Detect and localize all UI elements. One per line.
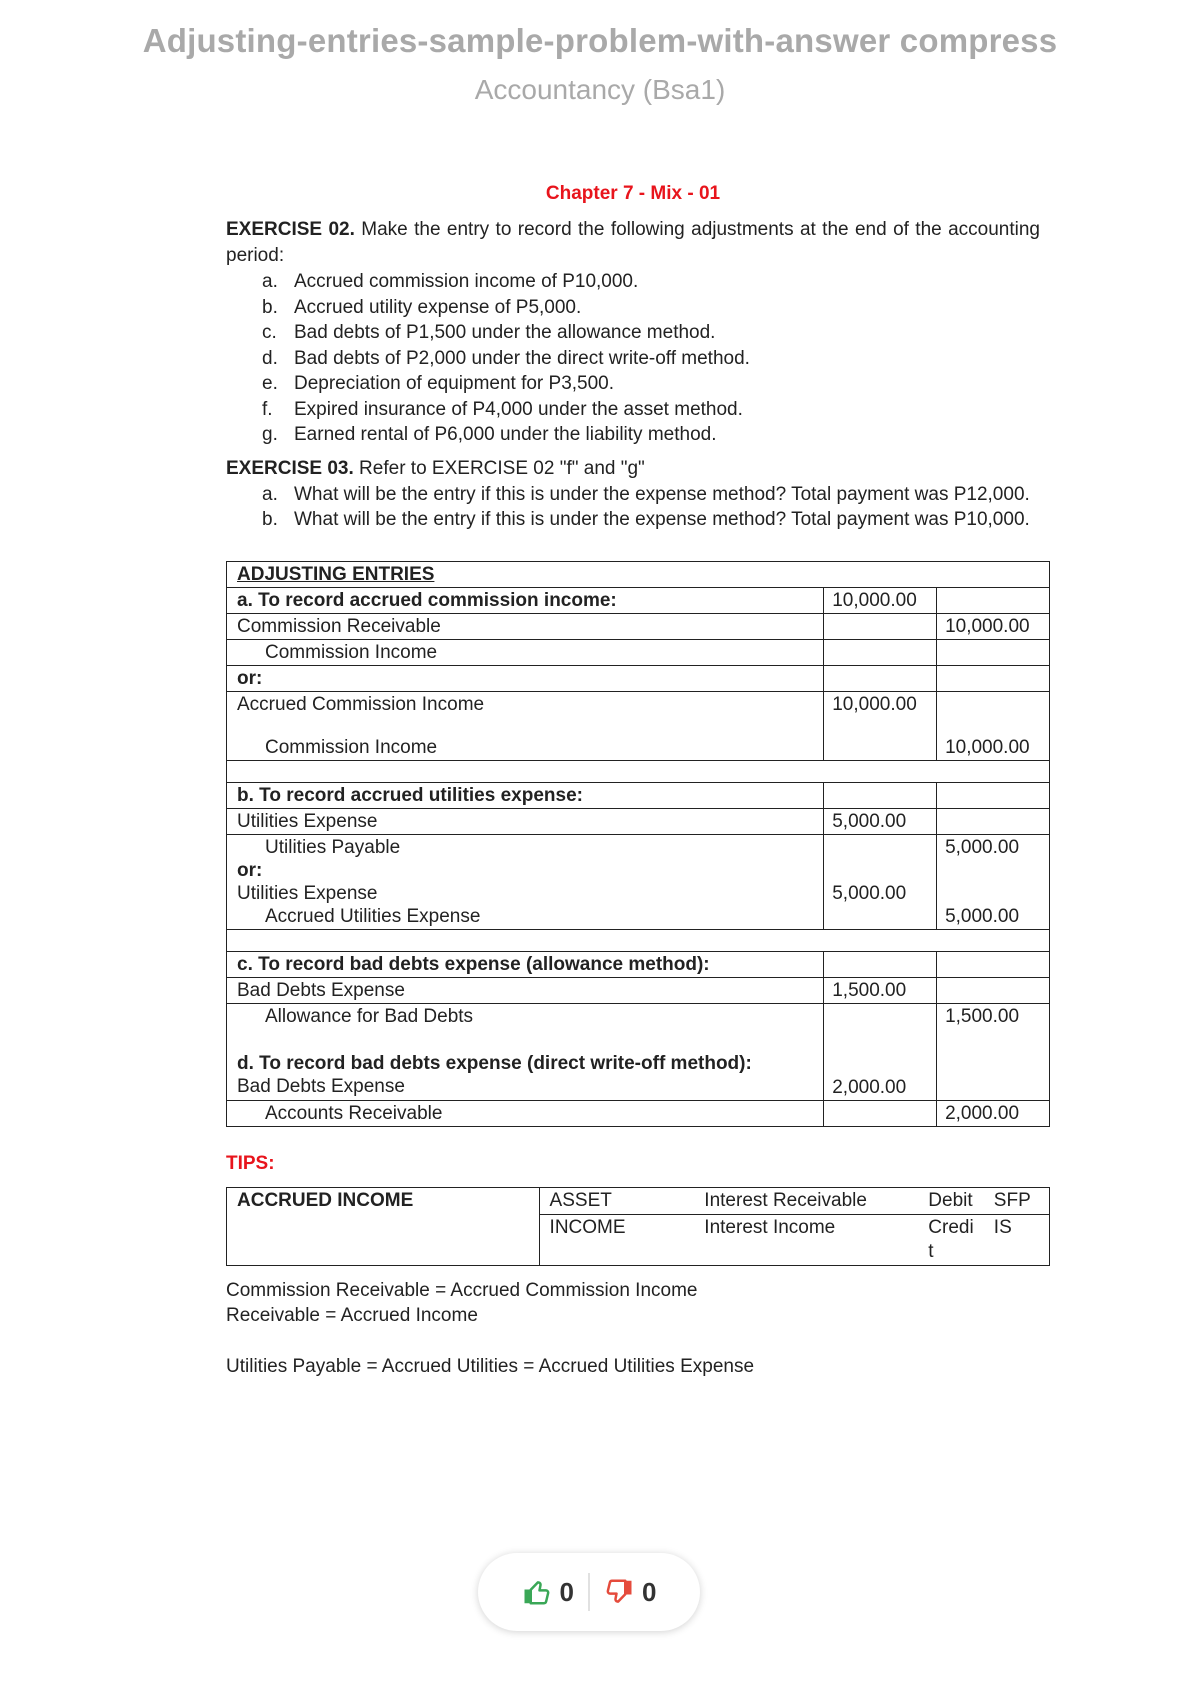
account-cell: Commission Receivable <box>227 613 824 639</box>
tips-cell: INCOME <box>539 1214 694 1265</box>
debit-amount: 5,000.00 <box>832 882 907 904</box>
tips-cell: Interest Income <box>694 1214 918 1265</box>
account-name: Commission Income <box>265 641 438 663</box>
account-name: Bad Debts Expense <box>237 1075 405 1097</box>
account-name: Allowance for Bad Debts <box>265 1005 474 1027</box>
tips-cell: SFP <box>984 1187 1050 1214</box>
entry-d-title: d. To record bad debts expense (direct write-off method): <box>237 1052 752 1074</box>
account-cell <box>227 639 824 665</box>
tip-equation: Commission Receivable = Accrued Commission Income <box>226 1279 698 1301</box>
list-item-text: Earned rental of P6,000 under the liability method. <box>294 424 717 445</box>
account-name: Commission Income <box>265 736 438 758</box>
empty-cell <box>824 639 937 665</box>
spacer-row <box>227 929 1050 951</box>
list-marker: c. <box>262 322 277 343</box>
account-cell <box>227 1100 824 1126</box>
list-marker: a. <box>262 483 278 505</box>
exercise-02-text: Make the entry to record the following adjustments at the end of the accounting period: <box>226 219 1040 266</box>
exercise-02-label: EXERCISE 02. <box>226 219 355 240</box>
exercise-02-list <box>226 269 1040 448</box>
credit-amount: 5,000.00 <box>945 905 1020 927</box>
account-cell: Bad Debts Expense <box>227 977 824 1003</box>
table-row <box>227 977 1050 1003</box>
table-row <box>227 808 1050 834</box>
list-marker: a. <box>262 271 278 292</box>
empty-cell <box>824 613 937 639</box>
empty-cell <box>937 782 1050 808</box>
table-row <box>227 561 1050 587</box>
list-item-text: Accrued commission income of P10,000. <box>294 271 639 292</box>
table-row <box>227 613 1050 639</box>
exercise-03-text: Refer to EXERCISE 02 "f" and "g" <box>353 457 645 479</box>
exercise-03-list <box>226 482 1040 533</box>
list-marker: g. <box>262 424 278 445</box>
table-row <box>227 587 1050 613</box>
empty-cell <box>824 782 937 808</box>
tips-cell: ASSET <box>539 1187 694 1214</box>
table-row <box>227 1003 1050 1100</box>
list-item <box>226 320 1040 346</box>
document-page <box>226 183 1040 1379</box>
debit-amount: 2,000.00 <box>832 1076 907 1098</box>
empty-cell <box>824 1100 937 1126</box>
exercise-02-intro <box>226 217 1040 269</box>
debit-cell <box>824 834 937 929</box>
credit-amount: 1,500.00 <box>945 1005 1020 1027</box>
table-row <box>227 1187 1050 1214</box>
list-item-text: Accrued utility expense of P5,000. <box>294 296 582 318</box>
chapter-heading: Chapter 7 - Mix - 01 <box>545 183 721 204</box>
credit-amount: 5,000.00 <box>945 836 1020 858</box>
tips-table <box>226 1187 1050 1266</box>
debit-cell: 5,000.00 <box>824 808 937 834</box>
list-item-text: Bad debts of P2,000 under the direct write-off method. <box>294 347 750 369</box>
entry-b-title: b. To record accrued utilities expense: <box>227 782 824 808</box>
entry-a-title: a. To record accrued commission income: <box>227 587 824 613</box>
table-row <box>227 834 1050 929</box>
tips-cell: Debit <box>918 1187 984 1214</box>
account-name: Accrued Utilities Expense <box>265 905 481 927</box>
empty-cell <box>937 951 1050 977</box>
account-cell: Utilities Expense <box>227 808 824 834</box>
empty-cell <box>937 665 1050 691</box>
credit-cell: 10,000.00 <box>937 613 1050 639</box>
list-item-text: Depreciation of equipment for P3,500. <box>294 373 615 394</box>
account-cell <box>227 691 824 760</box>
debit-cell: 10,000.00 <box>824 691 937 760</box>
tips-cell: Interest Receivable <box>694 1187 918 1214</box>
list-item <box>226 269 1040 295</box>
list-marker: e. <box>262 373 278 394</box>
list-item <box>226 346 1040 372</box>
accrued-income-cell <box>227 1187 540 1265</box>
empty-cell <box>824 951 937 977</box>
account-name: Accrued Commission Income <box>237 693 485 715</box>
table-row <box>227 951 1050 977</box>
list-item-text: Expired insurance of P4,000 under the asset method. <box>294 398 743 420</box>
debit-cell: 1,500.00 <box>824 977 937 1003</box>
spacer-row <box>227 760 1050 782</box>
table-row <box>227 782 1050 808</box>
course-name[interactable]: Accountancy (Bsa1) <box>474 74 726 105</box>
credit-cell <box>937 834 1050 929</box>
tips-cell: Credit <box>918 1214 984 1265</box>
tip-equation: Utilities Payable = Accrued Utilities = Accrued Utilities Expense <box>226 1355 755 1377</box>
empty-cell <box>937 587 1050 613</box>
or-label: or: <box>237 859 263 881</box>
empty-cell <box>937 808 1050 834</box>
document-title: Adjusting-entries-sample-problem-with-answer compress <box>142 22 1058 59</box>
table-row <box>227 691 1050 760</box>
credit-cell: 2,000.00 <box>937 1100 1050 1126</box>
table-row <box>227 929 1050 951</box>
empty-cell <box>824 665 937 691</box>
entry-c-title: c. To record bad debts expense (allowance method): <box>227 951 824 977</box>
tips-heading: TIPS: <box>226 1152 275 1174</box>
table-heading-text: ADJUSTING ENTRIES <box>237 563 435 585</box>
rating-widget <box>478 1553 700 1631</box>
adjusting-entries-table <box>226 561 1050 1127</box>
tips-cell: IS <box>984 1214 1050 1265</box>
empty-cell <box>937 639 1050 665</box>
entry-a-title-amount: 10,000.00 <box>824 587 937 613</box>
or-label: or: <box>227 665 824 691</box>
list-item <box>226 371 1040 397</box>
account-name: Utilities Payable <box>265 836 401 858</box>
accrued-income-label: ACCRUED INCOME <box>237 1189 414 1211</box>
list-item-text: Bad debts of P1,500 under the allowance method. <box>294 322 716 343</box>
list-item <box>226 397 1040 423</box>
empty-cell <box>937 977 1050 1003</box>
list-item <box>226 422 1040 448</box>
table-heading <box>227 561 1050 587</box>
exercise-03-intro <box>226 456 1040 482</box>
credit-cell <box>937 1003 1050 1100</box>
list-item <box>226 507 1040 533</box>
account-name: Utilities Expense <box>237 882 378 904</box>
list-item-text: What will be the entry if this is under the expense method? Total payment was P12,000. <box>294 483 1030 505</box>
list-marker: d. <box>262 347 278 369</box>
downvote-button[interactable] <box>590 1577 670 1608</box>
account-name: Accounts Receivable <box>265 1102 443 1124</box>
thumbs-down-icon <box>604 1577 634 1607</box>
table-row <box>227 639 1050 665</box>
account-cell <box>227 834 824 929</box>
debit-cell <box>824 1003 937 1100</box>
table-row <box>227 665 1050 691</box>
upvote-count: 0 <box>559 1576 574 1607</box>
list-marker: f. <box>262 398 273 420</box>
account-cell <box>227 1003 824 1100</box>
thumbs-up-icon <box>522 1577 552 1607</box>
downvote-count: 0 <box>642 1576 657 1607</box>
list-marker: b. <box>262 296 278 318</box>
exercise-03-label: EXERCISE 03. <box>226 457 354 479</box>
credit-cell: 10,000.00 <box>937 691 1050 760</box>
upvote-button[interactable] <box>508 1577 588 1608</box>
tip-equation: Receivable = Accrued Income <box>226 1304 478 1326</box>
table-row <box>227 1100 1050 1126</box>
list-item <box>226 482 1040 508</box>
list-item <box>226 295 1040 321</box>
list-marker: b. <box>262 509 278 530</box>
list-item-text: What will be the entry if this is under the expense method? Total payment was P10,000. <box>294 509 1030 530</box>
table-row <box>227 760 1050 782</box>
